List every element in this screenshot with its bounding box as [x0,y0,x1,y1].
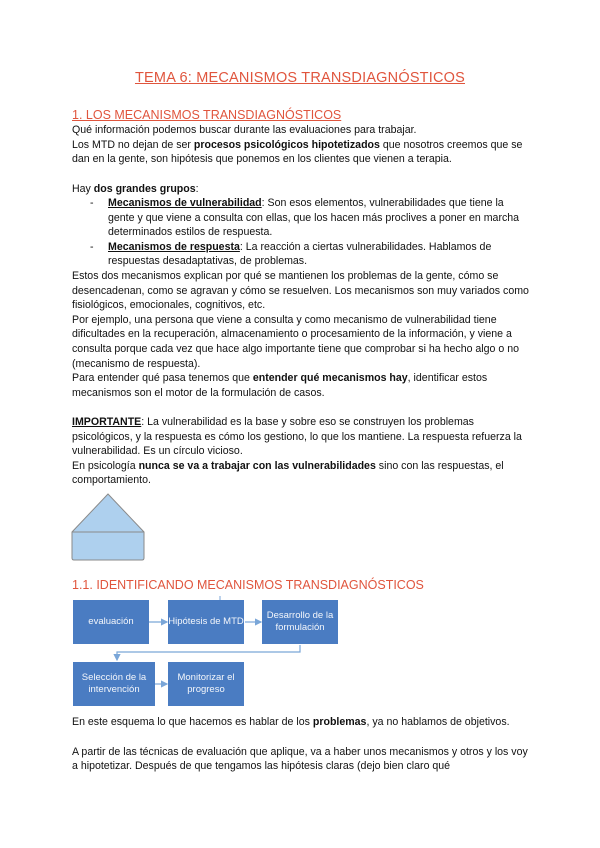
bullet-term: Mecanismos de respuesta [108,240,240,253]
text-run: , ya no hablamos de objetivos. [366,716,510,728]
bold-run: entender qué mecanismos hay [252,372,408,385]
text-run: Para entender qué pasa tenemos que [72,372,253,385]
flow-box-monitorizar: Monitorizar el progreso [168,662,244,706]
important-label: IMPORTANTE [72,416,142,428]
text-run: : [195,182,199,195]
text-run: En este esquema lo que hacemos es hablar de los [72,716,313,728]
paragraph-techniques: A partir de las técnicas de evaluación que aplique, va a haber unos mecanismos y otros y los voy a hipotetizar. Después de que tengamos las hipótesis claras (dejo bien claro qué [72,745,528,773]
flow-box-desarrollo: Desarrollo de la formulación [262,600,338,644]
document-title: TEMA 6: MECANISMOS TRANSDIAGNÓSTICOS [134,70,465,86]
text-run: que nosotros creemos que se dan en la gente, son hipótesis que ponemos en los clientes que vienen a terapia. [72,138,523,166]
bullet-term: Mecanismos de vulnerabilidad [108,197,262,209]
bullet-dash: - [90,240,94,253]
bold-run: problemas [312,716,367,728]
text-run: : La vulnerabilidad es la base y sobre eso se construyen los problemas psicológicos, y la respuesta es cómo los gestiono, lo que los mantiene. La respuesta refuerza la vulnerabilidad. Es un círculo vicioso. [72,416,522,458]
paragraph-example: Por ejemplo, una persona que viene a consulta y como mecanismo de vulnerabilidad tiene dificultades en la recuperación, almacenamiento o procesamiento de la información, y viene a consulta porque cada vez que hace algo importante tiene que comprobar si ha hecho algo o no (mecanismo de respuesta). [72,313,520,370]
bold-run: dos grandes grupos [93,182,196,195]
text-run: Hay [72,182,94,195]
flow-box-hipotesis: Hipótesis de MTD [168,600,244,644]
text-run: sino con las respuestas, el comportamiento. [72,459,504,487]
bold-run: procesos psicológicos hipotetizados [193,138,380,151]
paragraph-mechanisms: Estos dos mecanismos explican por qué se mantienen los problemas de la gente, cómo se desencadenan, como se agravan y cómo se resuelven. Los mecanismos son muy variados como fisiológicos, emocionales, cognitivos, etc. [72,270,529,312]
bullet-dash: - [90,197,94,209]
text-run: Los MTD no dejan de ser [72,138,194,151]
bold-run: nunca se va a trabajar con las vulnerabilidades [138,459,376,472]
text-run: En psicología [72,459,139,472]
arrow-3-4 [117,645,300,660]
paragraph-scheme [72,715,532,730]
intro-paragraph-1: Qué información podemos buscar durante las evaluaciones para trabajar. [72,124,417,136]
flow-box-evaluacion: evaluación [73,600,149,644]
section-1-heading: 1. LOS MECANISMOS TRANSDIAGNÓSTICOS [72,108,342,122]
section-1-1-heading: 1.1. IDENTIFICANDO MECANISMOS TRANSDIAGNÓSTICOS [72,578,424,592]
text-run: , identificar estos mecanismos son el motor de la formulación de casos. [72,372,488,399]
text-run: : La reacción a ciertas vulnerabilidades. Hablamos de respuestas desadaptativas, de problemas. [108,240,492,268]
text-run: : Son esos elementos, vulnerabilidades que tiene la gente y que viene a consulta con ellas, que los hacen más proclives a poner en marcha determinados estilos de respuesta. [108,197,520,239]
flow-box-seleccion: Selección de la intervención [73,662,155,706]
